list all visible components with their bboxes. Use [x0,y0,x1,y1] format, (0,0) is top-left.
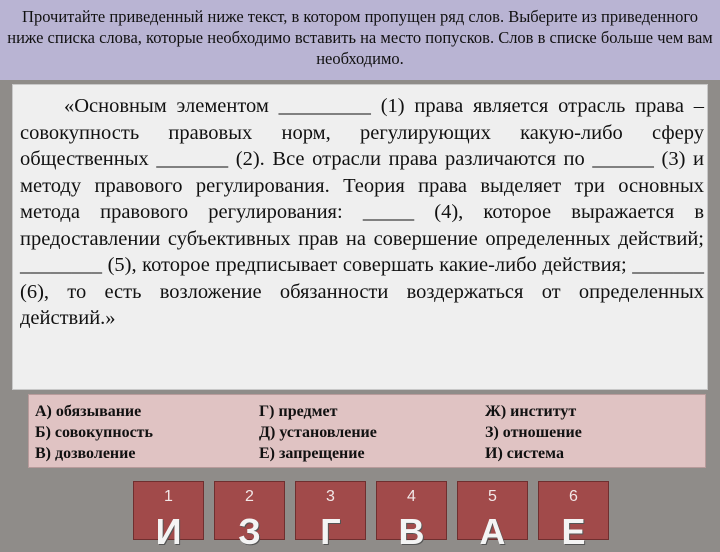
answer-letter: В [398,511,425,552]
instruction-header [0,0,720,80]
options-column-2 [259,401,377,464]
answer-cell-2 [214,481,285,552]
answer-cell-5 [457,481,528,552]
option-g: Г) предмет [259,403,338,420]
answer-number: 2 [245,488,254,505]
option-e: Е) запрещение [259,445,365,462]
passage-box [12,84,708,390]
option-i: И) система [485,445,564,462]
answer-number: 1 [164,488,173,505]
answer-letter: З [238,511,261,552]
answer-cell-1 [133,481,204,552]
option-zh: Ж) институт [485,403,577,420]
answer-cell-4 [376,481,447,552]
answer-cell-3 [295,481,366,552]
options-column-3 [485,401,582,464]
answer-letter: И [155,511,182,552]
option-a: А) обязывание [35,403,142,420]
option-v: В) дозволение [35,445,136,462]
answer-letter: Е [561,511,586,552]
answer-number: 5 [488,488,497,505]
passage-text: «Основным элементом _________ (1) права является отрасль права – совокупность правовых норм, регулирующих какую-либо сферу общественных _______ (2). Все отрасли права различаются по ______ (3) и методу правового регулирования. Теория права выделяет три основных метода правового регулирования: _____ (4), которое выражается в предоставлении субъективных прав на совершение определенных действий; ________ (5), которое предписывает совершать какие-либо действия; _______ (6), то есть возложение обязанности воздержаться от определенных действий.» [20,95,704,329]
answer-table [133,481,609,552]
answer-cell-6 [538,481,609,552]
answer-number: 3 [326,488,335,505]
answer-number: 4 [407,488,416,505]
word-options-box [28,394,706,468]
answer-number: 6 [569,488,578,505]
option-b: Б) совокупность [35,424,153,441]
answer-letter: А [479,511,506,552]
options-column-1 [35,401,153,464]
instruction-text: Прочитайте приведенный ниже текст, в котором пропущен ряд слов. Выберите из приведенного ниже списка слова, которые необходимо вставить на место попусков. Слов в списке больше чем вам необходимо. [7,7,713,68]
answer-letter: Г [320,511,341,552]
option-z: З) отношение [485,424,582,441]
option-d: Д) установление [259,424,377,441]
